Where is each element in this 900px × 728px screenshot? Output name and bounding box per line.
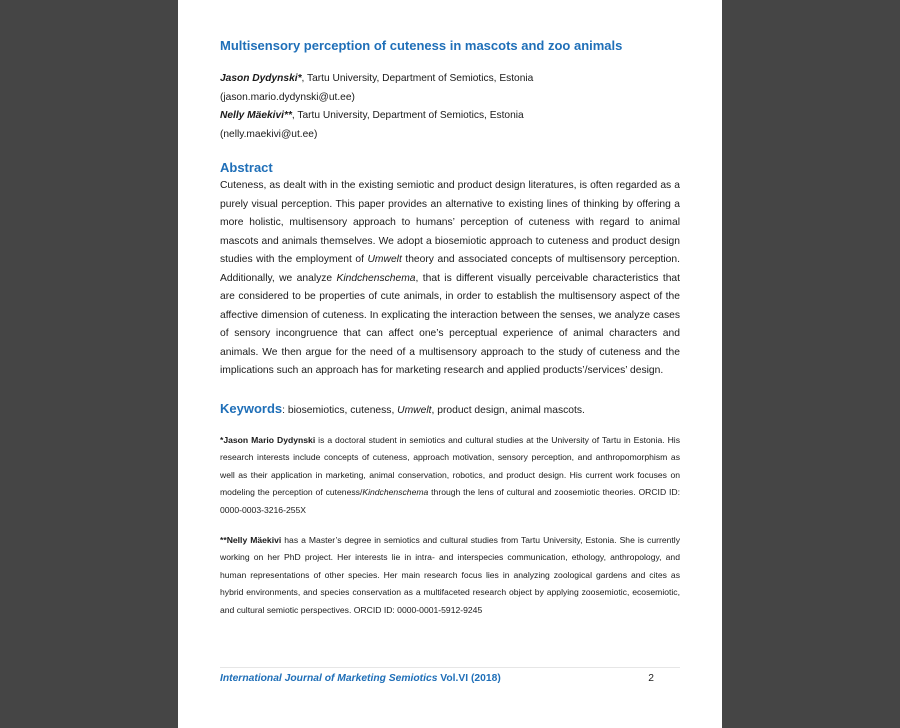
keywords-emphasis: Umwelt — [397, 405, 432, 416]
footer-divider — [220, 667, 680, 668]
journal-volume: Vol.VI (2018) — [437, 673, 501, 684]
author-affiliation: , Tartu University, Department of Semiotics, Estonia — [291, 110, 524, 121]
abstract-text: , that is different visually perceivable characteristics that are considered to be properties of cute animals, in order to establish the multisensory aspect of the affective dimension of cuteness. In explicating the interaction between the senses, we analyze cases of sensory incongruence that can affect one’s perceptual experience of animal characters and animals. We then argue for the need of a multisensory approach to the study of cuteness and the implications such an approach has for marketing research and applied products’/services’ design. — [220, 272, 681, 376]
abstract-text: theory and associated concepts of multisensory perception. Additionally, we analyze — [220, 254, 680, 284]
bio-text: through the lens of cultural and zoosemiotic theories. ORCID ID: 0000-0003-3216-255X — [220, 487, 680, 515]
keywords-line — [220, 401, 585, 416]
page-number: 2 — [648, 673, 654, 684]
page-footer — [220, 673, 654, 684]
keywords-label: Keywords — [220, 401, 283, 416]
bio-text: has a Master’s degree in semiotics and cultural studies from Tartu University, Estonia. She is currently working on her PhD project. Her interests lie in intra- and interspecies communication, ethology, anthropology, and human representations of other species. Her main research focus lies in analyzing zoological gardens and cites as hybrid environments, and species conservation as a multifaceted research object by applying zoosemiotic, ecosemiotic, and cultural semiotic perspectives. ORCID ID: 0000-0001-5912-9245 — [220, 535, 680, 615]
abstract-emphasis: Umwelt — [367, 254, 402, 265]
author-bio-2 — [220, 532, 680, 619]
paper-title: Multisensory perception of cuteness in mascots and zoo animals — [220, 38, 623, 53]
abstract-emphasis: Kindchenschema — [336, 272, 416, 284]
author-affiliation: , Tartu University, Department of Semiotics, Estonia — [301, 73, 534, 84]
author-block — [220, 70, 533, 144]
bio-emphasis: Kindchenschema — [362, 487, 429, 498]
author-email[interactable]: (jason.mario.dydynski@ut.ee) — [220, 91, 355, 103]
document-page — [178, 0, 722, 728]
author-bio-1 — [220, 432, 680, 519]
abstract-body — [220, 177, 680, 381]
bio-name: *Jason Mario Dydynski — [220, 435, 316, 445]
author-line — [220, 70, 533, 89]
bio-name: **Nelly Mäekivi — [220, 535, 282, 545]
abstract-heading: Abstract — [220, 160, 273, 175]
keywords-text: , product design, animal mascots. — [431, 405, 585, 416]
author-name: Nelly Mäekivi** — [220, 110, 292, 121]
abstract-text: Cuteness, as dealt with in the existing semiotic and product design literatures, is often regarded as a purely visual perception. This paper provides an alternative to existing lines of thinking by offering a more holistic, multisensory approach to humans’ perception of cuteness with regard to animal mascots and animals themselves. We adopt a biosemiotic approach to cuteness and product design studies with the employment of — [220, 180, 680, 265]
author-line — [220, 107, 533, 126]
author-email[interactable]: (nelly.maekivi@ut.ee) — [220, 128, 318, 140]
bio-text: is a doctoral student in semiotics and cultural studies at the University of Tartu in Estonia. His research interests include concepts of cuteness, approach motivation, sensory perception, and anthropomorphism as well as their application in marketing, animal conservation, robotics, and product design. His current work focuses on modeling the perception of cuteness/ — [220, 435, 680, 498]
author-name: Jason Dydynski* — [220, 73, 302, 84]
journal-name: International Journal of Marketing Semiotics — [220, 673, 438, 684]
keywords-text: : biosemiotics, cuteness, — [282, 405, 398, 416]
